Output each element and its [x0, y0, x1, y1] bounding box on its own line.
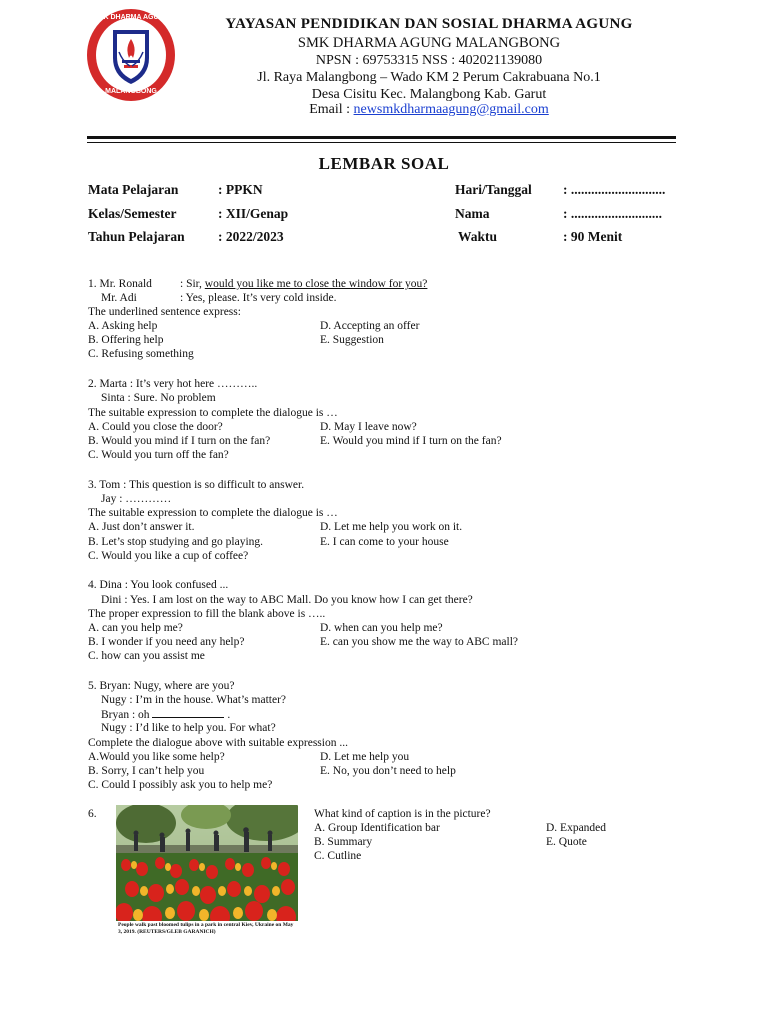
- q4-line1: 4. Dina : You look confused ...: [88, 579, 229, 591]
- q6-option-c[interactable]: C. Cutline: [314, 850, 362, 862]
- logo-bottom-text: MALANGBONG: [105, 88, 157, 95]
- q5-line4: Nugy : I’d like to help you. For what?: [101, 722, 276, 734]
- q1-option-a[interactable]: A. Asking help: [88, 320, 158, 332]
- q5-line3-suffix: .: [224, 709, 231, 721]
- q4-option-a[interactable]: A. can you help me?: [88, 622, 183, 634]
- q5-option-d[interactable]: D. Let me help you: [320, 751, 410, 763]
- q4-option-c[interactable]: C. how can you assist me: [88, 650, 205, 662]
- q3-option-a[interactable]: A. Just don’t answer it.: [88, 521, 195, 533]
- q5-option-b[interactable]: B. Sorry, I can’t help you: [88, 765, 205, 777]
- q1-option-b[interactable]: B. Offering help: [88, 334, 164, 346]
- q5-line2: Nugy : I’m in the house. What’s matter?: [101, 694, 287, 706]
- name-label: Nama: [455, 206, 490, 221]
- q2-stem: The suitable expression to complete the dialogue is …: [88, 407, 338, 419]
- tulip-photo: [116, 805, 298, 933]
- q3-stem: The suitable expression to complete the dialogue is …: [88, 507, 338, 519]
- q4-stem: The proper expression to fill the blank above is …..: [88, 608, 326, 620]
- class-label: Kelas/Semester: [88, 206, 177, 221]
- q1-option-d[interactable]: D. Accepting an offer: [320, 320, 420, 332]
- photo-caption: People walk past bloomed tulips in a park in central Kiev, Ukraine on May 3, 2019. (REUTERS/GLEB GARANICH): [116, 921, 298, 936]
- q3-option-d[interactable]: D. Let me help you work on it.: [320, 521, 463, 533]
- time-label: Waktu: [458, 229, 498, 244]
- q6-option-a[interactable]: A. Group Identification bar: [314, 822, 440, 834]
- q5-line3: [101, 707, 230, 722]
- npsn-line: NPSN : 69753315 NSS : 402021139080: [315, 53, 543, 68]
- q5-line3-prefix: Bryan : oh: [101, 709, 153, 721]
- subject-label: Mata Pelajaran: [88, 182, 179, 197]
- q5-line1: 5. Bryan: Nugy, where are you?: [88, 680, 235, 692]
- header-divider-thick: [87, 136, 676, 139]
- q3-option-c[interactable]: C. Would you like a cup of coffee?: [88, 550, 249, 562]
- q5-stem: Complete the dialogue above with suitable expression ...: [88, 737, 348, 749]
- q6-option-b[interactable]: B. Summary: [314, 836, 373, 848]
- q6-option-e[interactable]: E. Quote: [546, 836, 587, 848]
- q4-line2: Dini : Yes. I am lost on the way to ABC Mall. Do you know how I can get there?: [101, 594, 473, 606]
- q2-option-d[interactable]: D. May I leave now?: [320, 421, 417, 433]
- q1-line2-text: : Yes, please. It’s very cold inside.: [180, 292, 337, 304]
- q6-number: 6.: [88, 808, 97, 820]
- q4-option-e[interactable]: E. can you show me the way to ABC mall?: [320, 636, 519, 648]
- q2-option-e[interactable]: E. Would you mind if I turn on the fan?: [320, 435, 502, 447]
- foundation-name: YAYASAN PENDIDIKAN DAN SOSIAL DHARMA AGUNG: [225, 16, 633, 32]
- q1-option-e[interactable]: E. Suggestion: [320, 334, 384, 346]
- q1-line1: [88, 277, 152, 291]
- year-label: Tahun Pelajaran: [88, 229, 185, 244]
- q5-blank[interactable]: [152, 707, 224, 718]
- time-value: : 90 Menit: [563, 229, 623, 244]
- q5-option-c[interactable]: C. Could I possibly ask you to help me?: [88, 779, 273, 791]
- q2-line1: 2. Marta : It’s very hot here ………..: [88, 378, 258, 390]
- subject-value: : PPKN: [218, 182, 263, 197]
- q4-option-d[interactable]: D. when can you help me?: [320, 622, 443, 634]
- year-value: : 2022/2023: [218, 229, 284, 244]
- date-label: Hari/Tanggal: [455, 182, 532, 197]
- q1-option-c[interactable]: C. Refusing something: [88, 348, 194, 360]
- school-name: SMK DHARMA AGUNG MALANGBONG: [297, 35, 561, 51]
- address-line-2: Desa Cisitu Kec. Malangbong Kab. Garut: [311, 87, 547, 102]
- q3-line2: Jay : …………: [101, 493, 172, 505]
- email-label: Email :: [309, 102, 354, 117]
- sheet-title: LEMBAR SOAL: [318, 154, 450, 173]
- date-value[interactable]: : ............................: [563, 182, 666, 197]
- q2-option-c[interactable]: C. Would you turn off the fan?: [88, 449, 229, 461]
- q5-option-e[interactable]: E. No, you don’t need to help: [320, 765, 456, 777]
- q1-stem: The underlined sentence express:: [88, 306, 241, 318]
- q6-option-d[interactable]: D. Expanded: [546, 822, 607, 834]
- q1-line1-prefix: : Sir,: [180, 278, 205, 290]
- q1-underlined: would you like me to close the window for you?: [204, 278, 428, 290]
- q4-option-b[interactable]: B. I wonder if you need any help?: [88, 636, 245, 648]
- email-line: [0, 102, 768, 118]
- q3-option-e[interactable]: E. I can come to your house: [320, 536, 449, 548]
- header-divider-thin: [87, 142, 676, 143]
- address-line-1: Jl. Raya Malangbong – Wado KM 2 Perum Cakrabuana No.1: [257, 70, 601, 85]
- q3-option-b[interactable]: B. Let’s stop studying and go playing.: [88, 536, 264, 548]
- logo-top-text: SMK DHARMA AGUNG: [92, 14, 170, 21]
- email-link[interactable]: newsmkdharmaagung@gmail.com: [353, 102, 549, 117]
- q2-option-b[interactable]: B. Would you mind if I turn on the fan?: [88, 435, 271, 447]
- name-value[interactable]: : ...........................: [563, 206, 662, 221]
- q6-stem: What kind of caption is in the picture?: [314, 808, 491, 820]
- q2-option-a[interactable]: A. Could you close the door?: [88, 421, 223, 433]
- q3-line1: 3. Tom : This question is so difficult to answer.: [88, 479, 305, 491]
- class-value: : XII/Genap: [218, 206, 289, 221]
- q5-option-a[interactable]: A.Would you like some help?: [88, 751, 225, 763]
- q1-line1-text: [180, 277, 427, 291]
- q1-speaker1: 1. Mr. Ronald: [88, 278, 152, 290]
- q1-speaker2: Mr. Adi: [101, 292, 137, 304]
- q2-line2: Sinta : Sure. No problem: [101, 392, 216, 404]
